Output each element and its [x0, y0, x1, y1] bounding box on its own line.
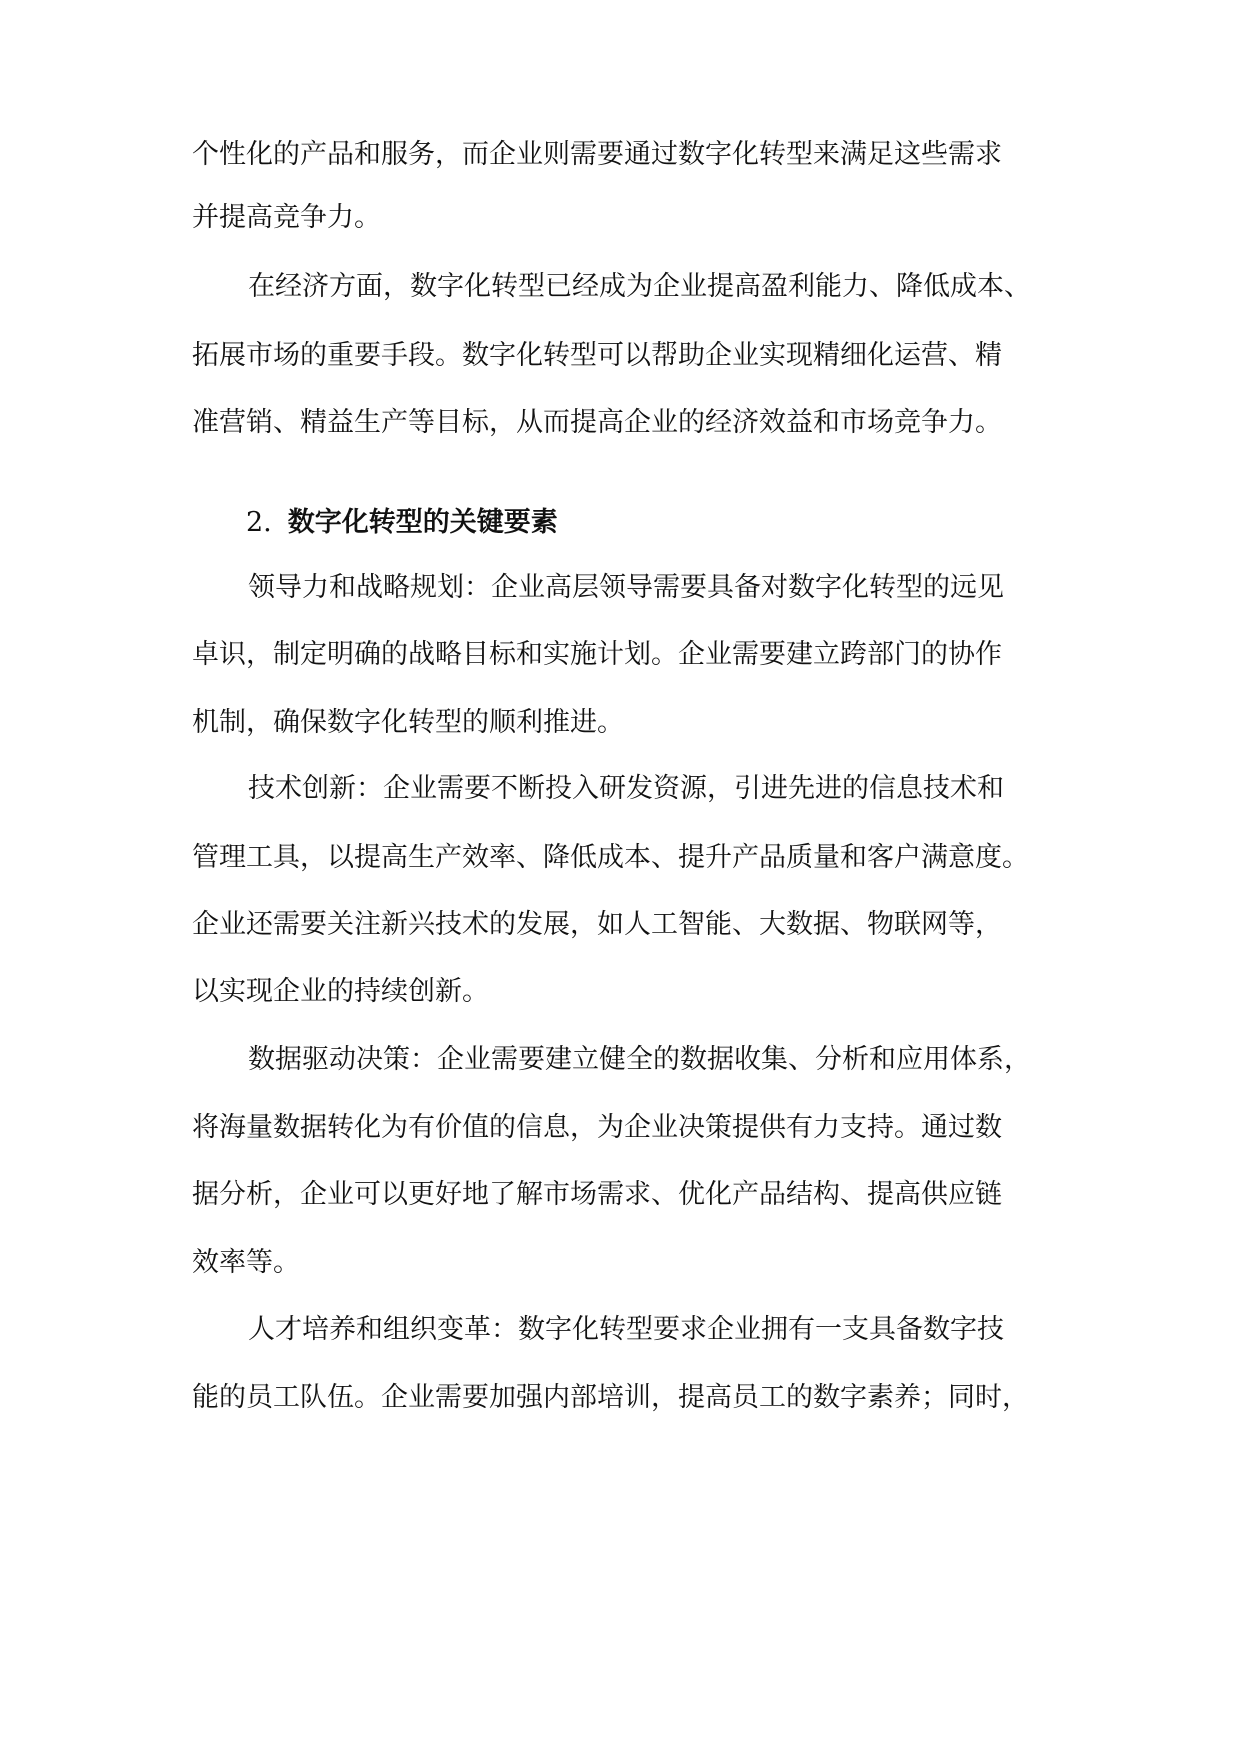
text-line: 机制，确保数字化转型的顺利推进。	[192, 707, 624, 738]
section-title: 数字化转型的关键要素	[287, 507, 558, 538]
text-line: 据分析，企业可以更好地了解市场需求、优化产品结构、提高供应链	[192, 1179, 1002, 1210]
text-line: 个性化的产品和服务，而企业则需要通过数字化转型来满足这些需求	[192, 139, 1002, 170]
text-line: 管理工具，以提高生产效率、降低成本、提升产品质量和客户满意度。	[192, 842, 1029, 873]
text-line: 在经济方面，数字化转型已经成为企业提高盈利能力、降低成本、	[248, 271, 1031, 302]
text-line: 数据驱动决策：企业需要建立健全的数据收集、分析和应用体系，	[248, 1044, 1031, 1075]
text-line: 技术创新：企业需要不断投入研发资源，引进先进的信息技术和	[248, 773, 1004, 804]
text-line: 人才培养和组织变革：数字化转型要求企业拥有一支具备数字技	[248, 1314, 1004, 1345]
text-line: 拓展市场的重要手段。数字化转型可以帮助企业实现精细化运营、精	[192, 340, 1002, 371]
text-line: 并提高竞争力。	[192, 202, 381, 233]
text-line: 效率等。	[192, 1247, 300, 1278]
section-number: 2.	[246, 507, 272, 538]
text-line: 准营销、精益生产等目标，从而提高企业的经济效益和市场竞争力。	[192, 407, 1002, 438]
text-line: 能的员工队伍。企业需要加强内部培训，提高员工的数字素养；同时，	[192, 1382, 1029, 1413]
section-heading	[246, 506, 558, 540]
text-line: 将海量数据转化为有价值的信息，为企业决策提供有力支持。通过数	[192, 1112, 1002, 1143]
text-line: 以实现企业的持续创新。	[192, 976, 489, 1007]
text-line: 企业还需要关注新兴技术的发展，如人工智能、大数据、物联网等，	[192, 909, 1002, 940]
text-line: 领导力和战略规划：企业高层领导需要具备对数字化转型的远见	[248, 572, 1004, 603]
text-line: 卓识，制定明确的战略目标和实施计划。企业需要建立跨部门的协作	[192, 639, 1002, 670]
